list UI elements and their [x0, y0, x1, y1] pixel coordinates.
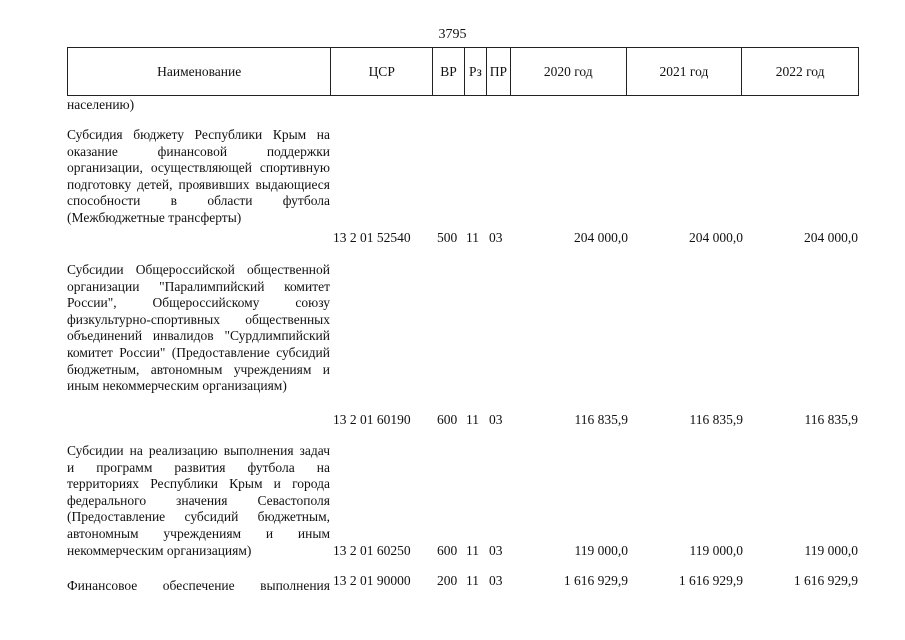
table-header: [67, 47, 859, 96]
header-name: Наименование: [68, 48, 331, 95]
row-name: Субсидии Общероссийской общественной организации "Паралимпийский комитет России", Общероссийскому союзу физкультурно-спортивных общественных объединений инвалидов "Сурдлимпийский комитет России" (Предоставление субсидий бюджетным, автономным учреждениям и иным некоммерческим организациям): [67, 262, 330, 394]
row-2020: 204 000,0: [574, 230, 628, 245]
header-2020: 2020 год: [511, 48, 627, 95]
continuation-text: населению): [67, 97, 135, 112]
row-vr: 600: [437, 543, 458, 558]
row-2021: 1 616 929,9: [678, 573, 743, 588]
row-csr: 13 2 01 90000: [333, 573, 411, 588]
row-pr: 03: [489, 543, 503, 558]
row-name: Субсидия бюджету Республики Крым на оказание финансовой поддержки организации, осуществляющей спортивную подготовку детей, проявивших выдающиеся способности в области футбола (Межбюджетные трансферты): [67, 127, 330, 225]
row-2020: 119 000,0: [574, 543, 628, 558]
row-pr: 03: [489, 412, 503, 427]
row-pr: 03: [489, 573, 503, 588]
row-2021: 119 000,0: [689, 543, 743, 558]
row-2022: 204 000,0: [804, 230, 858, 245]
row-name: Субсидии на реализацию выполнения задач и программ развития футбола на территориях Республики Крым и города федерального значения Севастополя (Предоставление субсидий бюджетным, автономным учреждениям и иным некоммерческим организациям): [67, 443, 330, 558]
header-csr: ЦСР: [331, 48, 433, 95]
row-pr: 03: [489, 230, 503, 245]
row-csr: 13 2 01 60250: [333, 543, 411, 558]
row-2021: 116 835,9: [689, 412, 743, 427]
header-2021: 2021 год: [627, 48, 743, 95]
row-csr: 13 2 01 52540: [333, 230, 411, 245]
row-rz: 11: [466, 573, 479, 588]
row-2020: 1 616 929,9: [563, 573, 628, 588]
row-2020: 116 835,9: [574, 412, 628, 427]
page-number: 3795: [438, 27, 467, 42]
row-rz: 11: [466, 543, 479, 558]
row-vr: 600: [437, 412, 458, 427]
row-csr: 13 2 01 60190: [333, 412, 411, 427]
row-2022: 1 616 929,9: [793, 573, 858, 588]
header-pr: ПР: [487, 48, 511, 95]
header-2022: 2022 год: [775, 63, 825, 79]
row-vr: 200: [437, 573, 458, 588]
row-2022: 119 000,0: [804, 543, 858, 558]
row-2022: 116 835,9: [804, 412, 858, 427]
header-rz: Рз: [465, 48, 487, 95]
row-vr: 500: [437, 230, 458, 245]
row-2021: 204 000,0: [689, 230, 743, 245]
row-rz: 11: [466, 230, 479, 245]
header-vr: ВР: [433, 48, 465, 95]
row-rz: 11: [466, 412, 479, 427]
row-name: Финансовое обеспечение выполнения: [67, 578, 330, 593]
